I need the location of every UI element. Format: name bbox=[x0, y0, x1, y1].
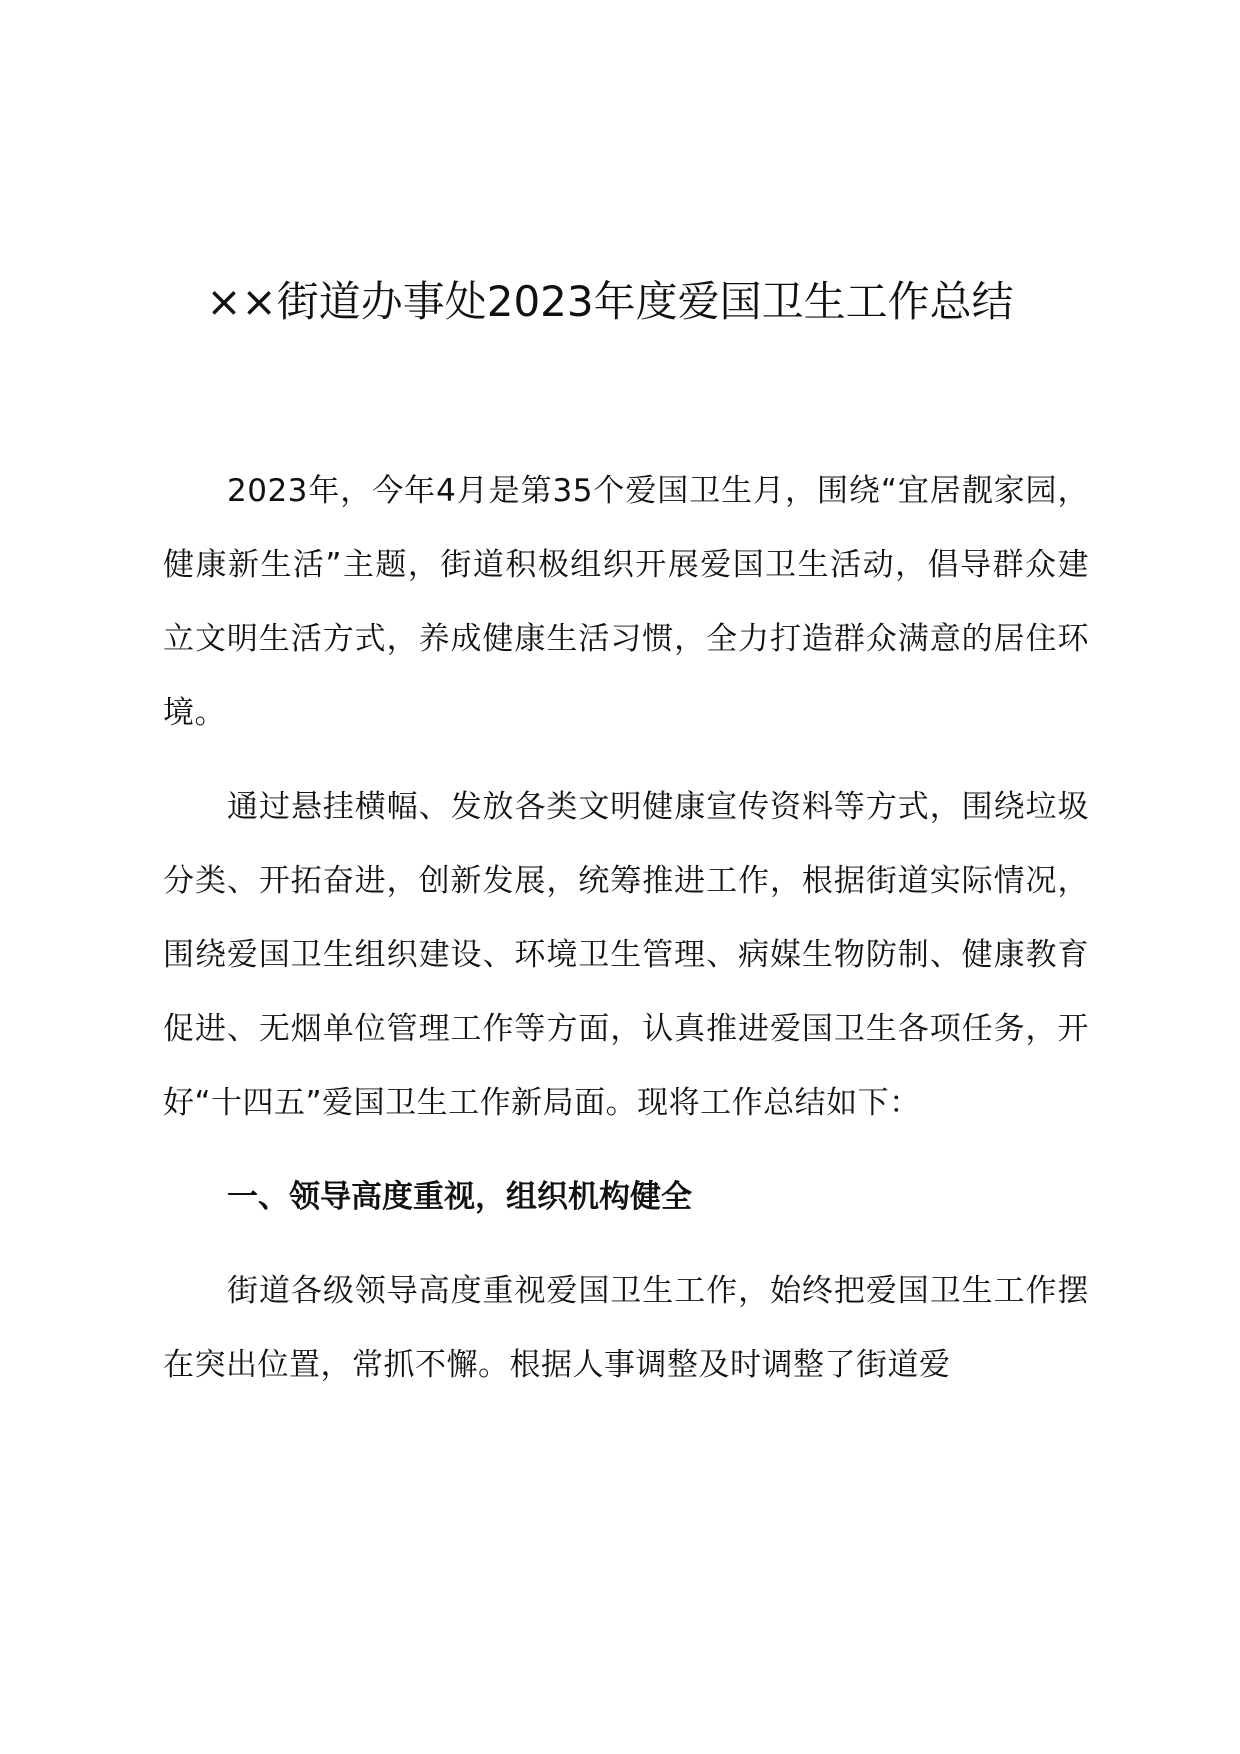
document-title: ××街道办事处2023年度爱国卫生工作总结 bbox=[206, 277, 1014, 326]
intro-paragraph: 2023年，今年4月是第35个爱国卫生月，围绕“宜居靓家园，健康新生活”主题，街道积极组织开展爱国卫生活动，倡导群众建立文明生活方式，养成健康生活习惯，全力打造群众满意的居住环境。 bbox=[163, 473, 1089, 731]
section-1-paragraph: 街道各级领导高度重视爱国卫生工作，始终把爱国卫生工作摆在突出位置，常抓不懈。根据人事调整及时调整了街道爱 bbox=[163, 1273, 1089, 1383]
document-body bbox=[163, 454, 1089, 1422]
overview-paragraph: 通过悬挂横幅、发放各类文明健康宣传资料等方式，围绕垃圾分类、开拓奋进，创新发展，统筹推进工作，根据街道实际情况，围绕爱国卫生组织建设、环境卫生管理、病媒生物防制、健康教育促进、无烟单位管理工作等方面，认真推进爱国卫生各项任务，开好“十四五”爱国卫生工作新局面。现将工作总结如下： bbox=[163, 789, 1089, 1121]
section-heading-1: 一、领导高度重视，组织机构健全 bbox=[227, 1179, 692, 1215]
